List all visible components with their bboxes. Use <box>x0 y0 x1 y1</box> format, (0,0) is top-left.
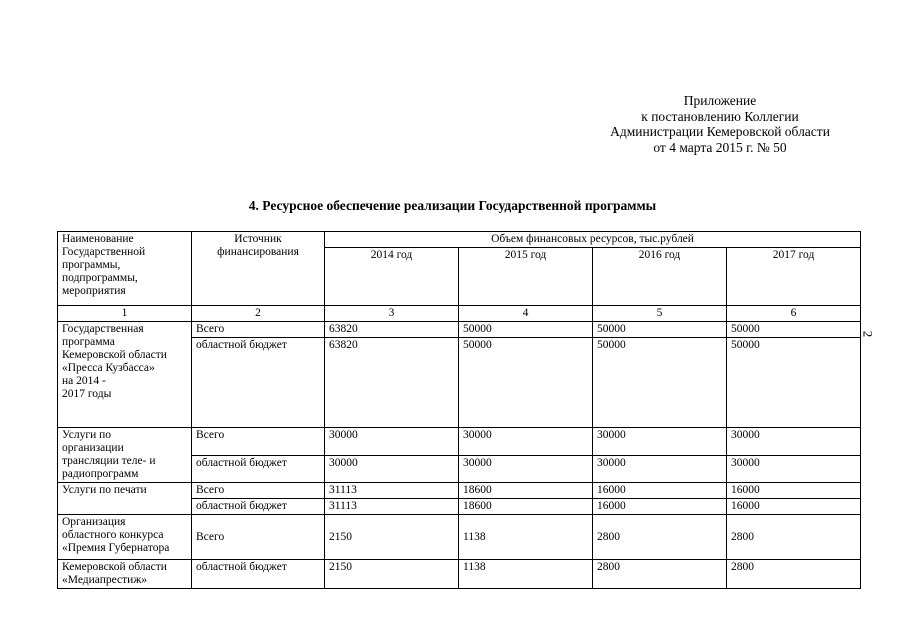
row-value: 63820 <box>325 338 459 428</box>
row-value: 18600 <box>459 483 593 499</box>
row-value: 16000 <box>727 499 861 515</box>
column-number: 2 <box>192 306 325 322</box>
row-value: 16000 <box>593 499 727 515</box>
row-budget-label: областной бюджет <box>192 499 325 515</box>
row-value: 31113 <box>325 499 459 515</box>
row-name: Кемеровской области «Медиапрестиж» <box>58 560 192 589</box>
column-number: 3 <box>325 306 459 322</box>
header-name: Наименование Государственной программы, подпрограммы, мероприятия <box>58 232 192 306</box>
table-row <box>58 560 861 589</box>
row-name: Услуги по организации трансляции теле- и радиопрограмм <box>58 428 192 483</box>
header-source: Источник финансирования <box>192 232 325 306</box>
row-name: Услуги по печати <box>58 483 192 515</box>
section-title: 4. Ресурсное обеспечение реализации Государственной программы <box>248 198 657 213</box>
column-number: 5 <box>593 306 727 322</box>
row-value: 50000 <box>459 322 593 338</box>
row-value: 30000 <box>727 455 861 483</box>
table-row <box>58 515 861 560</box>
row-value: 63820 <box>325 322 459 338</box>
appendix-line: к постановлению Коллегии <box>641 108 799 124</box>
column-number-row <box>58 306 861 322</box>
row-name: Организация областного конкурса «Премия Губернатора <box>58 515 192 560</box>
row-value: 30000 <box>459 455 593 483</box>
table-row <box>58 428 861 456</box>
header-year: 2015 год <box>459 248 593 306</box>
row-value: 16000 <box>593 483 727 499</box>
header-year: 2016 год <box>593 248 727 306</box>
row-value: 50000 <box>727 338 861 428</box>
row-budget-label: областной бюджет <box>192 560 325 589</box>
page-number: 2 <box>860 330 876 338</box>
row-budget-label: областной бюджет <box>192 338 325 428</box>
appendix-line: Приложение <box>683 93 757 108</box>
row-value: 50000 <box>593 338 727 428</box>
row-value: 30000 <box>325 428 459 456</box>
row-total-label: Всего <box>192 428 325 456</box>
row-value: 30000 <box>325 455 459 483</box>
row-value: 2800 <box>727 560 861 589</box>
header-year: 2014 год <box>325 248 459 306</box>
table-header-row <box>58 232 861 248</box>
appendix-line: Администрации Кемеровской области <box>610 124 830 139</box>
appendix-line: от 4 марта 2015 г. № 50 <box>653 139 787 155</box>
row-value: 2800 <box>727 515 861 560</box>
row-value: 30000 <box>727 428 861 456</box>
row-value: 31113 <box>325 483 459 499</box>
table-row <box>58 483 861 499</box>
row-value: 2150 <box>325 560 459 589</box>
row-value: 2800 <box>593 515 727 560</box>
row-value: 16000 <box>727 483 861 499</box>
row-value: 1138 <box>459 560 593 589</box>
row-total-label: Всего <box>192 515 325 560</box>
header-volume: Объем финансовых ресурсов, тыс.рублей <box>325 232 861 248</box>
row-value: 50000 <box>459 338 593 428</box>
row-value: 30000 <box>593 428 727 456</box>
row-name: Государственная программа Кемеровской области «Пресса Кузбасса» на 2014 - 2017 годы <box>58 322 192 428</box>
appendix-heading <box>560 93 880 155</box>
column-number: 6 <box>727 306 861 322</box>
resources-table <box>57 231 861 589</box>
row-value: 2150 <box>325 515 459 560</box>
row-value: 30000 <box>459 428 593 456</box>
row-value: 2800 <box>593 560 727 589</box>
column-number: 1 <box>58 306 192 322</box>
row-total-label: Всего <box>192 322 325 338</box>
row-value: 50000 <box>727 322 861 338</box>
row-budget-label: областной бюджет <box>192 455 325 483</box>
table-row <box>58 322 861 338</box>
row-value: 30000 <box>593 455 727 483</box>
column-number: 4 <box>459 306 593 322</box>
row-value: 50000 <box>593 322 727 338</box>
row-value: 18600 <box>459 499 593 515</box>
row-value: 1138 <box>459 515 593 560</box>
row-total-label: Всего <box>192 483 325 499</box>
header-year: 2017 год <box>727 248 861 306</box>
